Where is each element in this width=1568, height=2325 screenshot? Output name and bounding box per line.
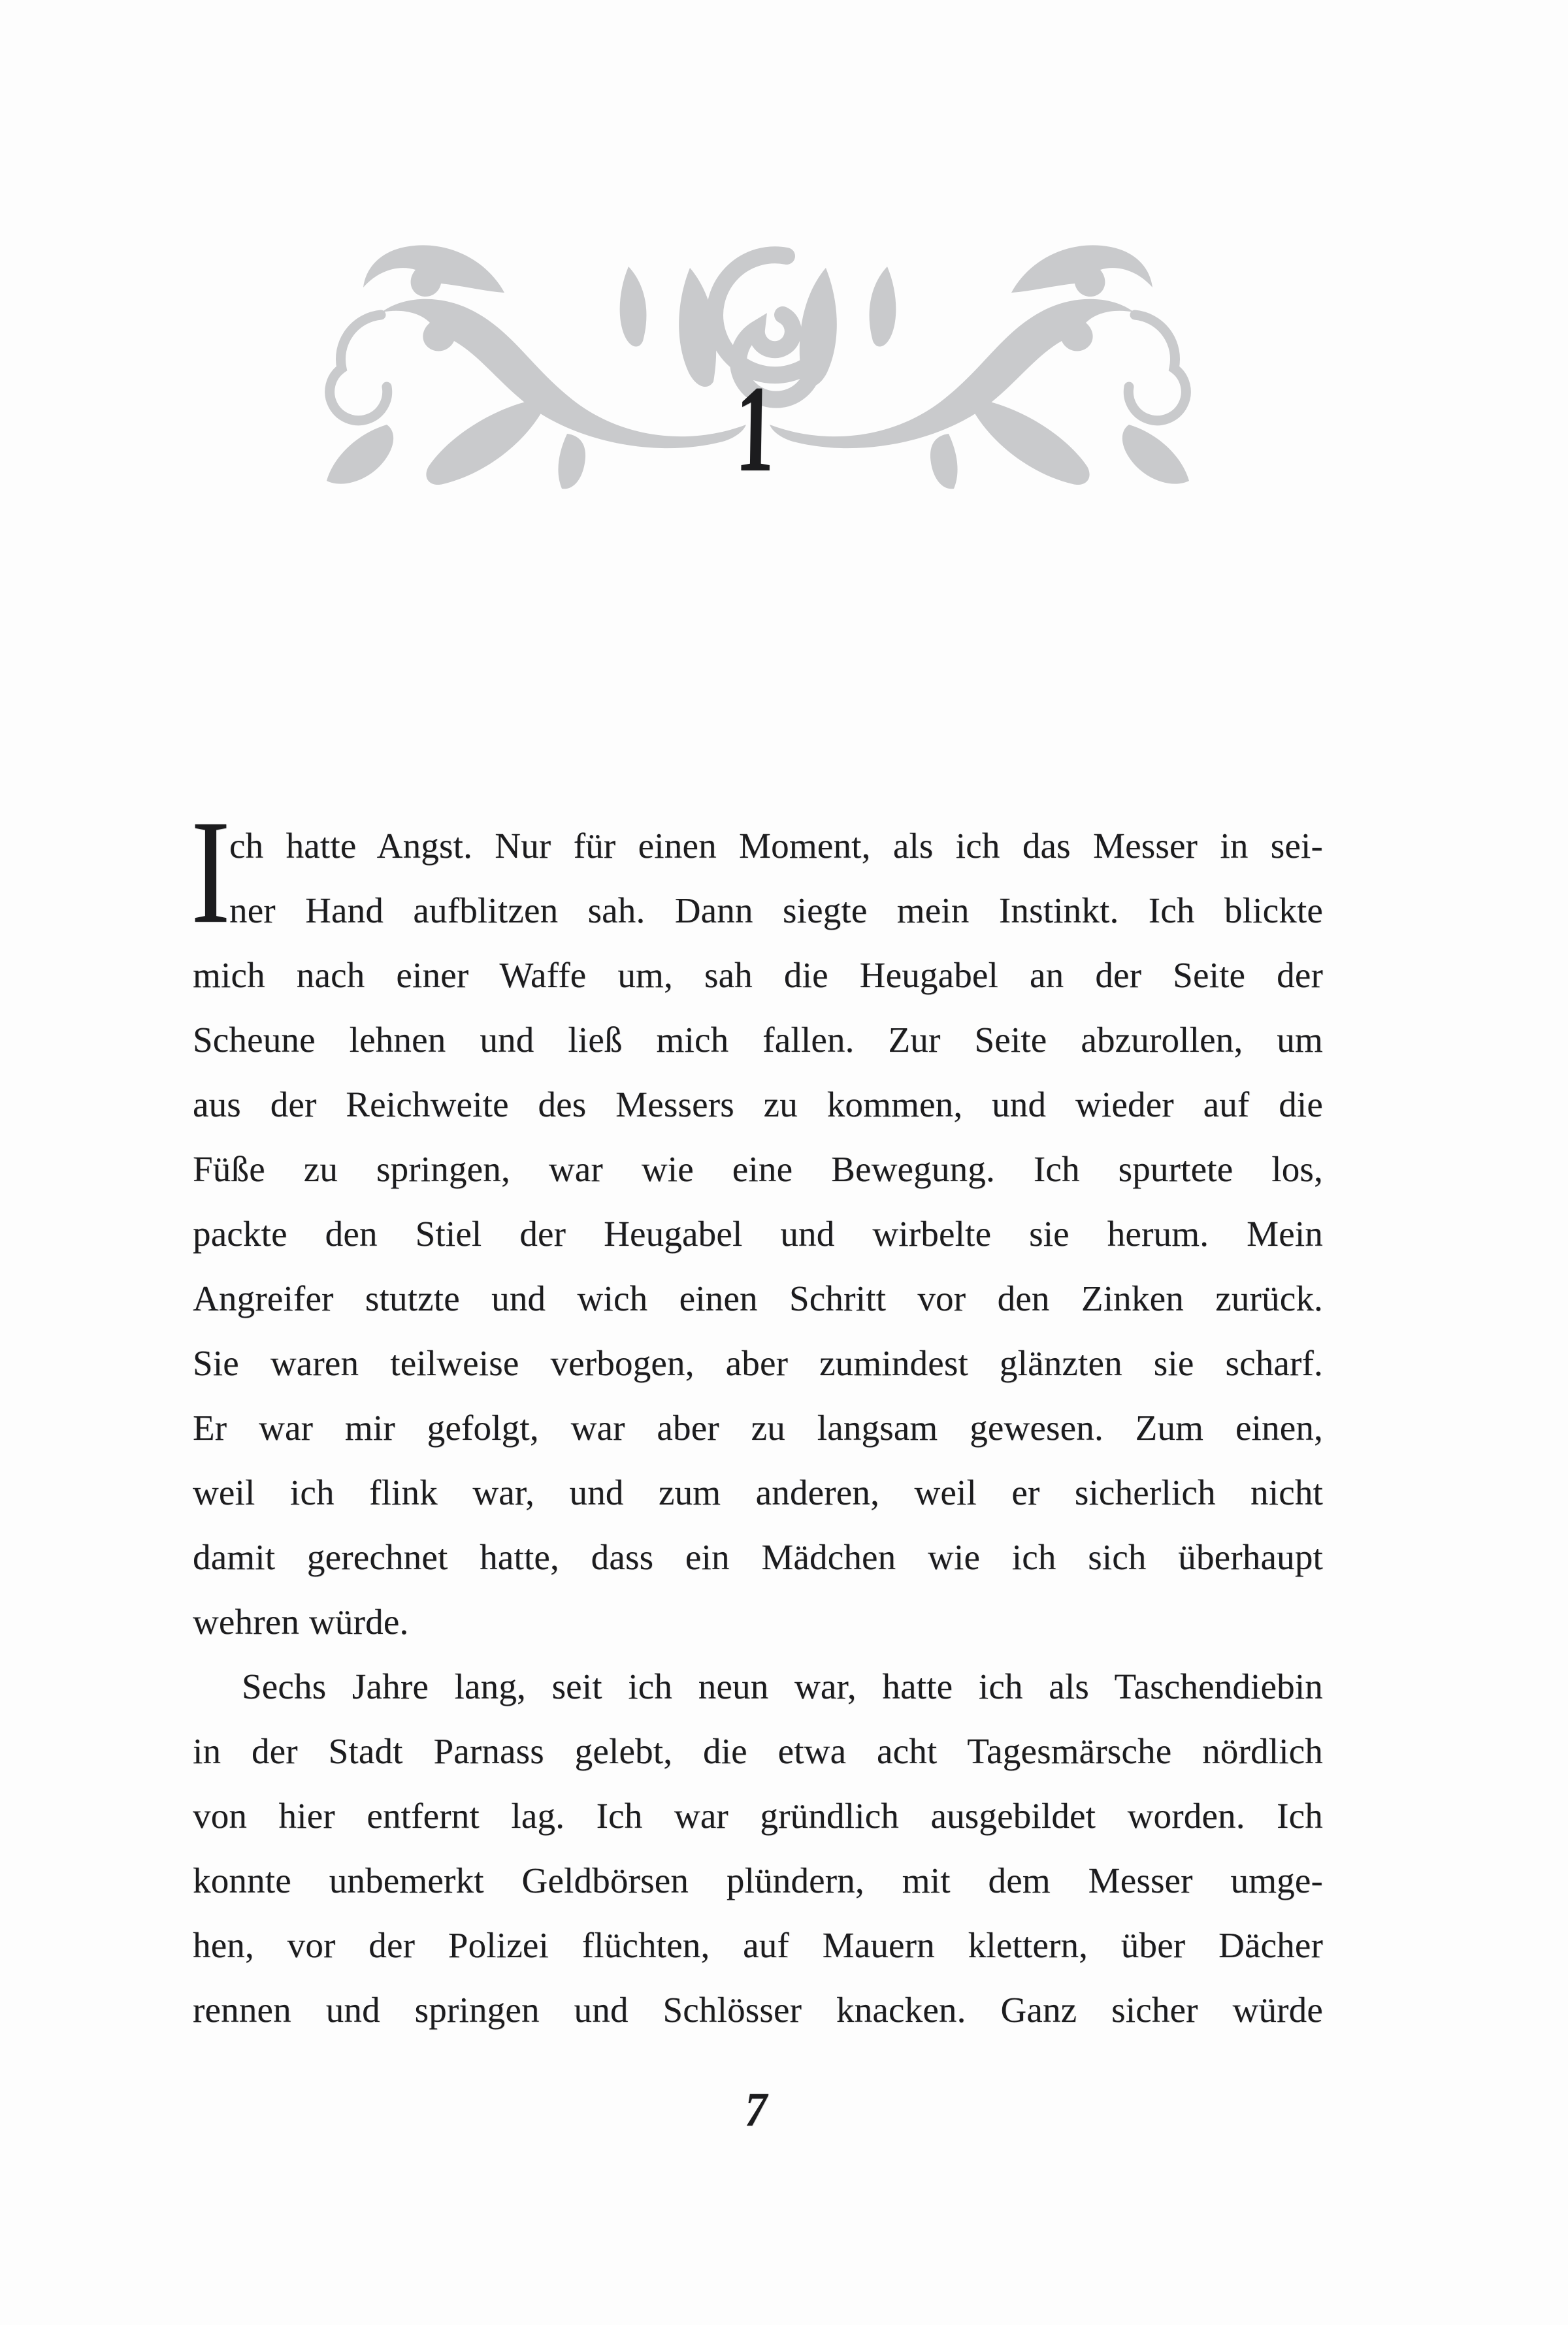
text-line: konnte unbemerkt Geldbörsen plündern, mit dem Messer umge- (193, 1861, 1323, 1900)
text-line: ner Hand aufblitzen sah. Dann siegte mein Instinkt. Ich blickte (229, 890, 1323, 930)
text-line: rennen und springen und Schlösser knacken. Ganz sicher würde (193, 1990, 1323, 2030)
text-line: Er war mir gefolgt, war aber zu langsam gewesen. Zum einen, (193, 1408, 1323, 1448)
text-line: hen, vor der Polizei flüchten, auf Mauern klettern, über Dächer (193, 1925, 1323, 1965)
text-line: mich nach einer Waffe um, sah die Heugabel an der Seite der (193, 955, 1323, 995)
text-line: Angreifer stutzte und wich einen Schritt vor den Zinken zurück. (193, 1278, 1323, 1318)
drop-cap: I (191, 790, 231, 954)
text-line: packte den Stiel der Heugabel und wirbelte sie herum. Mein (193, 1214, 1323, 1254)
text-line: von hier entfernt lag. Ich war gründlich ausgebildet worden. Ich (193, 1796, 1323, 1836)
text-line: wehren würde. (193, 1602, 409, 1642)
text-line: aus der Reichweite des Messers zu kommen, und wieder auf die (193, 1084, 1323, 1124)
text-line: ch hatte Angst. Nur für einen Moment, als ich das Messer in sei- (229, 826, 1323, 866)
text-line: Füße zu springen, war wie eine Bewegung. Ich spurtete los, (193, 1149, 1323, 1189)
text-line: Sie waren teilweise verbogen, aber zumindest glänzten sie scharf. (193, 1343, 1323, 1383)
text-line: Scheune lehnen und ließ mich fallen. Zur Seite abzurollen, um (193, 1020, 1323, 1060)
chapter-number: 1 (734, 361, 776, 498)
page-number: 7 (744, 2083, 768, 2137)
text-line: in der Stadt Parnass gelebt, die etwa acht Tagesmärsche nördlich (193, 1731, 1323, 1771)
text-line: Sechs Jahre lang, seit ich neun war, hatte ich als Taschendiebin (242, 1667, 1323, 1706)
body-text (193, 813, 1323, 2042)
text-line: weil ich flink war, und zum anderen, weil er sicherlich nicht (193, 1472, 1323, 1512)
text-line: damit gerechnet hatte, dass ein Mädchen wie ich sich überhaupt (193, 1537, 1323, 1577)
